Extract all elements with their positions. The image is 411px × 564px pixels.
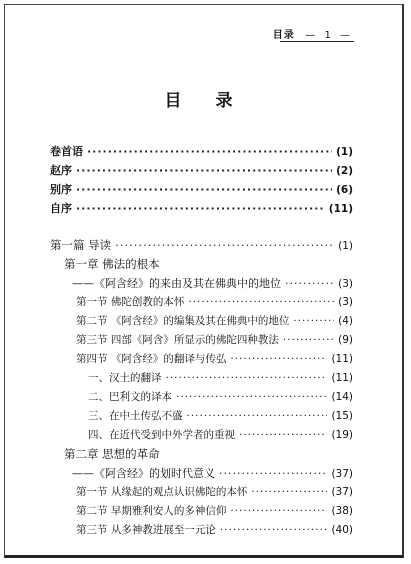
toc-entry[interactable] (50, 200, 353, 216)
toc-section[interactable] (76, 332, 353, 347)
page-title: 目 录 (164, 91, 247, 111)
toc-entry-page: (3) (338, 296, 353, 308)
toc-entry-label: 赵序 (50, 164, 72, 177)
toc-leader (76, 202, 325, 215)
toc-leader (230, 505, 327, 517)
toc-entry-page: (11) (328, 203, 353, 215)
toc-entry-page: (1) (336, 146, 353, 158)
toc-entry-page: (14) (331, 391, 353, 403)
toc-chapter-heading[interactable]: 第二章 思想的革命 (64, 447, 160, 461)
toc-entry-page: (6) (336, 184, 353, 196)
toc-subsection[interactable] (88, 389, 353, 404)
toc-entry-label: 自序 (50, 202, 72, 215)
toc-entry-label: 三、在中土传弘不盛 (88, 410, 183, 422)
toc-chapter-subtitle[interactable] (72, 275, 353, 291)
toc-leader (283, 334, 334, 346)
toc-entry-label: 第三节 四部《阿含》所显示的佛陀四种教法 (76, 334, 279, 346)
toc-leader (87, 145, 332, 158)
toc-entry-page: (15) (331, 410, 353, 422)
toc-entry-label: 四、在近代受到中外学者的重视 (88, 429, 235, 441)
toc-entry-page: (40) (331, 524, 353, 536)
toc-entry-label: 别序 (50, 183, 72, 196)
toc-part[interactable] (50, 237, 353, 253)
toc-leader (76, 183, 332, 196)
toc-section[interactable] (76, 522, 353, 537)
toc-entry-label: 第一节 从缘起的观点认识佛陀的本怀 (76, 486, 248, 498)
toc-chapter-subtitle[interactable] (72, 465, 353, 481)
toc-entry-label: 第四节 《阿含经》的翻译与传弘 (76, 353, 227, 365)
toc-entry-page: (37) (331, 468, 353, 480)
toc-entry-page: (38) (331, 505, 353, 517)
toc-entry-page: (4) (338, 315, 353, 327)
toc-entry-page: (37) (331, 486, 353, 498)
toc-leader (219, 467, 327, 480)
header-rule (280, 41, 354, 42)
toc-subsection[interactable] (88, 427, 353, 442)
running-header (273, 26, 353, 41)
toc-entry-page: (11) (331, 372, 353, 384)
toc-section[interactable] (76, 313, 353, 328)
toc-leader (115, 238, 334, 252)
toc-leader (293, 315, 334, 327)
toc-leader (76, 164, 332, 177)
toc-leader (239, 429, 327, 441)
toc-entry-label: 二、巴利文的译本 (88, 391, 172, 403)
toc-leader (285, 277, 334, 290)
toc-section[interactable] (76, 484, 353, 499)
header-label: 目录 (272, 30, 295, 41)
header-page-number: — 1 — (305, 30, 353, 41)
toc-leader (166, 372, 328, 384)
toc-section[interactable] (76, 503, 353, 518)
toc-entry-label: 第二节 早期雅利安人的多神信仰 (76, 505, 227, 517)
toc-entry-label: 一、汉土的翻译 (88, 372, 162, 384)
toc-leader (188, 296, 334, 308)
toc-entry-page: (2) (336, 165, 353, 177)
toc-entry-page: (3) (338, 278, 353, 290)
toc-subsection[interactable] (88, 370, 353, 385)
toc-entry-label: ——《阿含经》的来由及其在佛典中的地位 (72, 277, 281, 290)
toc-section[interactable] (76, 294, 353, 309)
toc-entry-label: 第一篇 导读 (50, 238, 112, 252)
toc-entry-page: (19) (331, 429, 353, 441)
toc-entry-label: 卷首语 (50, 145, 83, 158)
toc-subsection[interactable] (88, 408, 353, 423)
toc-leader (187, 410, 328, 422)
toc-chapter-heading[interactable]: 第一章 佛法的根本 (64, 257, 160, 271)
toc-leader (220, 524, 328, 536)
toc-entry[interactable] (50, 181, 353, 197)
toc-leader (176, 391, 327, 403)
toc-entry-label: 第三节 从多神教进展至一元论 (76, 524, 216, 536)
toc-entry[interactable] (50, 143, 353, 159)
toc-entry-page: (11) (331, 353, 353, 365)
toc-entry-page: (1) (338, 240, 353, 252)
toc-section[interactable] (76, 351, 353, 366)
toc-entry[interactable] (50, 162, 353, 178)
toc-entry-label: 第二节 《阿含经》的编集及其在佛典中的地位 (76, 315, 290, 327)
toc-leader (230, 353, 327, 365)
toc-entry-label: 第一节 佛陀创教的本怀 (76, 296, 185, 308)
toc-leader (251, 486, 327, 498)
toc-entry-label: ——《阿含经》的划时代意义 (72, 467, 215, 480)
toc-entry-page: (9) (338, 334, 353, 346)
